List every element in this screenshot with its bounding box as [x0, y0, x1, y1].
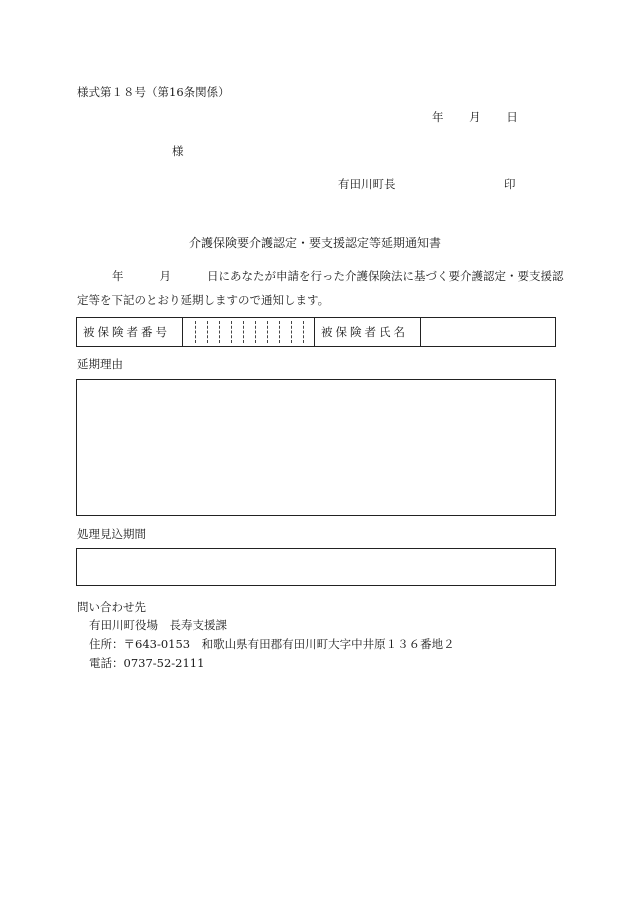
body-line1-text: 日にあなたが申請を行った介護保険法に基づく要介護認定・要支援認 [207, 269, 564, 283]
form-number: 様式第１８号（第16条関係） [77, 85, 230, 99]
insured-number-field[interactable] [183, 318, 315, 346]
processing-period-field[interactable] [76, 548, 556, 586]
reason-field[interactable] [76, 379, 556, 516]
issue-date [432, 109, 518, 125]
document-title: 介護保険要介護認定・要支援認定等延期通知書 [188, 236, 441, 250]
seal-mark: 印 [504, 177, 516, 191]
insured-info-table [76, 317, 556, 347]
contact-address: 住所：〒643-0153 和歌山県有田郡有田川町大字中井原１３６番地２ [89, 637, 455, 651]
date-month-label: 月 [469, 110, 481, 124]
notice-body-line-1 [77, 268, 564, 284]
body-month-label: 月 [159, 269, 171, 283]
addressee-suffix: 様 [172, 144, 184, 158]
insured-name-label: 被保険者氏名 [315, 318, 421, 346]
issuer-name: 有田川町長 [338, 177, 396, 191]
insured-number-label: 被保険者番号 [77, 318, 183, 346]
contact-office: 有田川町役場 長寿支援課 [89, 618, 227, 632]
reason-label: 延期理由 [77, 357, 123, 371]
contact-heading: 問い合わせ先 [77, 600, 146, 614]
date-year-label: 年 [432, 110, 444, 124]
insured-name-field[interactable] [421, 318, 555, 346]
processing-period-label: 処理見込期間 [77, 527, 146, 541]
notice-body-line-2: 定等を下記のとおり延期しますので通知します。 [77, 293, 330, 307]
contact-phone: 電話：0737-52-2111 [89, 656, 205, 670]
body-year-label: 年 [112, 269, 124, 283]
date-day-label: 日 [506, 110, 518, 124]
